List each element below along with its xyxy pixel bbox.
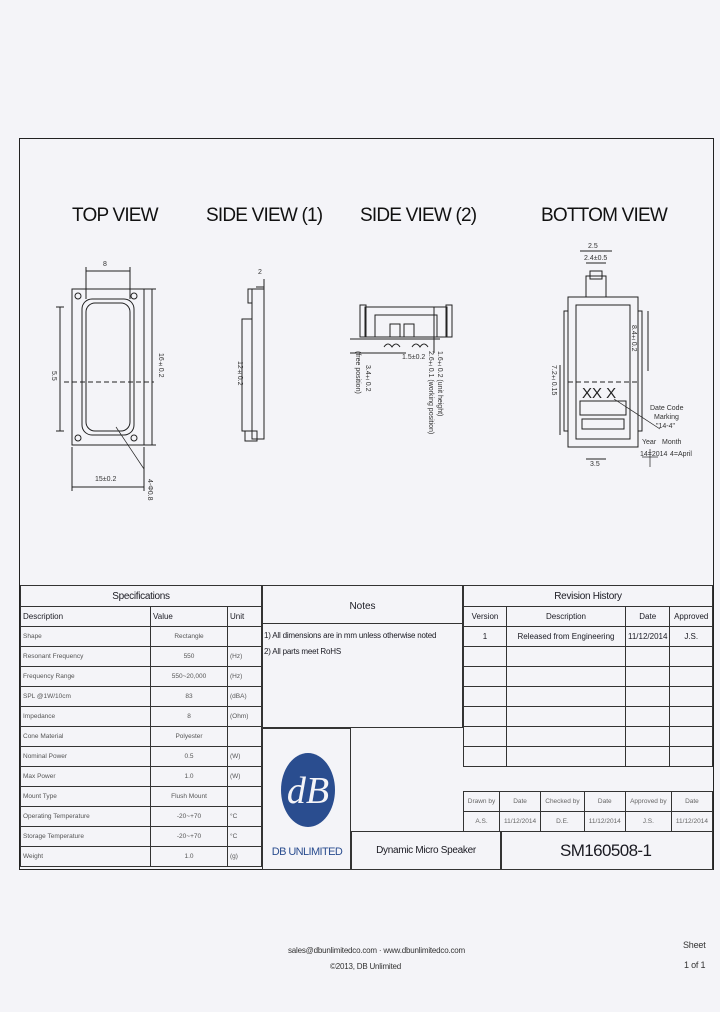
spec-value: Flush Mount [151,787,228,807]
revision-description: Released from Engineering [507,627,626,647]
date-code-marking: Marking [654,414,679,421]
bottom-marking: XX X [582,385,617,402]
spec-row [21,707,262,727]
signoff-date-3: 11/12/2014 [671,812,712,832]
side-view-1-drawing [242,279,264,441]
revision-header-description: Description [507,607,626,627]
spec-header-description: Description [21,607,151,627]
spec-description: Storage Temperature [21,827,151,847]
spec-description: Operating Temperature [21,807,151,827]
spec-value: 83 [151,687,228,707]
spec-value: 8 [151,707,228,727]
spec-header-unit: Unit [228,607,262,627]
db-logo-icon [273,747,343,833]
spec-row [21,647,262,667]
dim-bottom-left: 7.2±0.15 [550,365,557,396]
logo-text: DB UNLIMITED [271,846,343,858]
spec-description: Impedance [21,707,151,727]
revision-header-date: Date [626,607,670,627]
dim-side2-free: 3.4±0.2 [364,365,371,392]
spec-row [21,667,262,687]
revision-history-table [463,585,713,767]
spec-unit: (Ohm) [228,707,262,727]
side-view-2-title: SIDE VIEW (2) [360,205,477,226]
side-view-1-title: SIDE VIEW (1) [206,205,323,226]
spec-value: 1.0 [151,767,228,787]
spec-value: 0.5 [151,747,228,767]
revision-header-approved: Approved [670,607,713,627]
spec-description: Weight [21,847,151,867]
spec-unit: °C [228,807,262,827]
logo-panel [262,728,351,870]
signoff-drawn-by: A.S. [464,812,500,832]
signoff-date-2-label: Date [584,792,625,812]
revision-title: Revision History [464,586,713,607]
drawing-sheet [19,138,714,870]
revision-approved: J.S. [670,627,713,647]
dim-top-inner: 5.5 [50,371,57,381]
dim-top-hole: 4-Φ0.8 [146,479,153,501]
top-view-title: TOP VIEW [72,205,158,226]
spec-unit: (W) [228,747,262,767]
revision-version: 1 [464,627,507,647]
spec-value: Rectangle [151,627,228,647]
notes-panel [262,585,463,728]
part-number: SM160508-1 [501,831,713,870]
dim-top-width: 8 [103,261,107,268]
spec-unit: (dBA) [228,687,262,707]
dim-bottom-top-inner: 2.4±0.5 [584,255,608,262]
spec-unit [228,727,262,747]
spec-description: Shape [21,627,151,647]
technical-drawings [20,139,715,584]
spec-value: 550 [151,647,228,667]
dim-top-bottom-width: 15±0.2 [95,476,117,483]
specifications-title: Specifications [21,586,262,607]
spec-row [21,807,262,827]
sheet-value: 1 of 1 [684,960,706,970]
date-code-label: Date Code [650,405,684,412]
notes-title: Notes [263,586,462,624]
dim-side2-pitch: 1.5±0.2 [402,354,426,361]
spec-row [21,767,262,787]
signoff-date-1-label: Date [500,792,541,812]
spec-value: 550~20,000 [151,667,228,687]
signoff-date-3-label: Date [671,792,712,812]
spec-value: Polyester [151,727,228,747]
spec-description: Resonant Frequency [21,647,151,667]
specifications-table [20,585,262,867]
side-view-2-drawing [350,305,452,353]
spec-unit: (g) [228,847,262,867]
note-1: 1) All dimensions are in mm unless otherwise noted [264,631,437,640]
spec-unit: (Hz) [228,667,262,687]
spec-description: Nominal Power [21,747,151,767]
dim-side2-free-label: (free position) [354,351,361,394]
spec-description: SPL @1W/10cm [21,687,151,707]
date-code-example: "14-4" [656,423,675,430]
revision-date: 11/12/2014 [626,627,670,647]
bottom-view-title: BOTTOM VIEW [541,205,667,226]
spec-value: -20~+70 [151,827,228,847]
dim-side2-total: 1.6±0.2 (unit height) [436,351,443,417]
footer-contact: sales@dbunlimitedco.com · www.dbunlimitedco.com [288,946,466,955]
spec-description: Frequency Range [21,667,151,687]
signoff-date-2: 11/12/2014 [584,812,625,832]
spec-description: Max Power [21,767,151,787]
spec-row [21,827,262,847]
product-name: Dynamic Micro Speaker [351,831,501,870]
dim-bottom-small: 3.5 [590,461,600,468]
signoff-date-1: 11/12/2014 [500,812,541,832]
date-code-sample-month: 4=April [670,451,692,458]
revision-row [464,627,713,647]
dim-side2-working: 2.6±0.1 (working position) [427,351,434,435]
spec-row [21,627,262,647]
bottom-view-drawing [560,251,660,467]
dim-side1-thickness: 2 [258,269,262,276]
signoff-drawn-by-label: Drawn by [464,792,500,812]
date-code-year: Year [642,439,657,446]
date-code-sample: 14=2014 [640,451,668,458]
top-view-drawing [56,267,156,491]
spec-value: -20~+70 [151,807,228,827]
spec-value: 1.0 [151,847,228,867]
signoff-approved-by-label: Approved by [625,792,671,812]
signoff-approved-by: J.S. [625,812,671,832]
spec-unit: (W) [228,767,262,787]
spec-row [21,727,262,747]
logo-mark: dB [286,770,330,812]
dim-side1-height: 12±0.2 [236,361,243,386]
spec-header-value: Value [151,607,228,627]
date-code-month: Month [662,439,682,446]
dim-top-height: 16±0.2 [157,353,164,378]
note-2: 2) All parts meet RoHS [264,647,341,656]
dim-bottom-right: 8.4±0.2 [630,325,637,352]
spec-unit: °C [228,827,262,847]
dim-bottom-top-outer: 2.5 [588,243,598,250]
spec-row [21,847,262,867]
signoff-checked-by-label: Checked by [541,792,585,812]
footer-copyright: ©2013, DB Unlimited [330,962,402,971]
sheet-label: Sheet [683,940,706,950]
spec-description: Cone Material [21,727,151,747]
signoff-checked-by: D.E. [541,812,585,832]
revision-header-version: Version [464,607,507,627]
spec-row [21,787,262,807]
spec-description: Mount Type [21,787,151,807]
signoff-table [463,791,713,832]
spec-unit [228,787,262,807]
spec-unit [228,627,262,647]
spec-row [21,687,262,707]
spec-unit: (Hz) [228,647,262,667]
spec-row [21,747,262,767]
